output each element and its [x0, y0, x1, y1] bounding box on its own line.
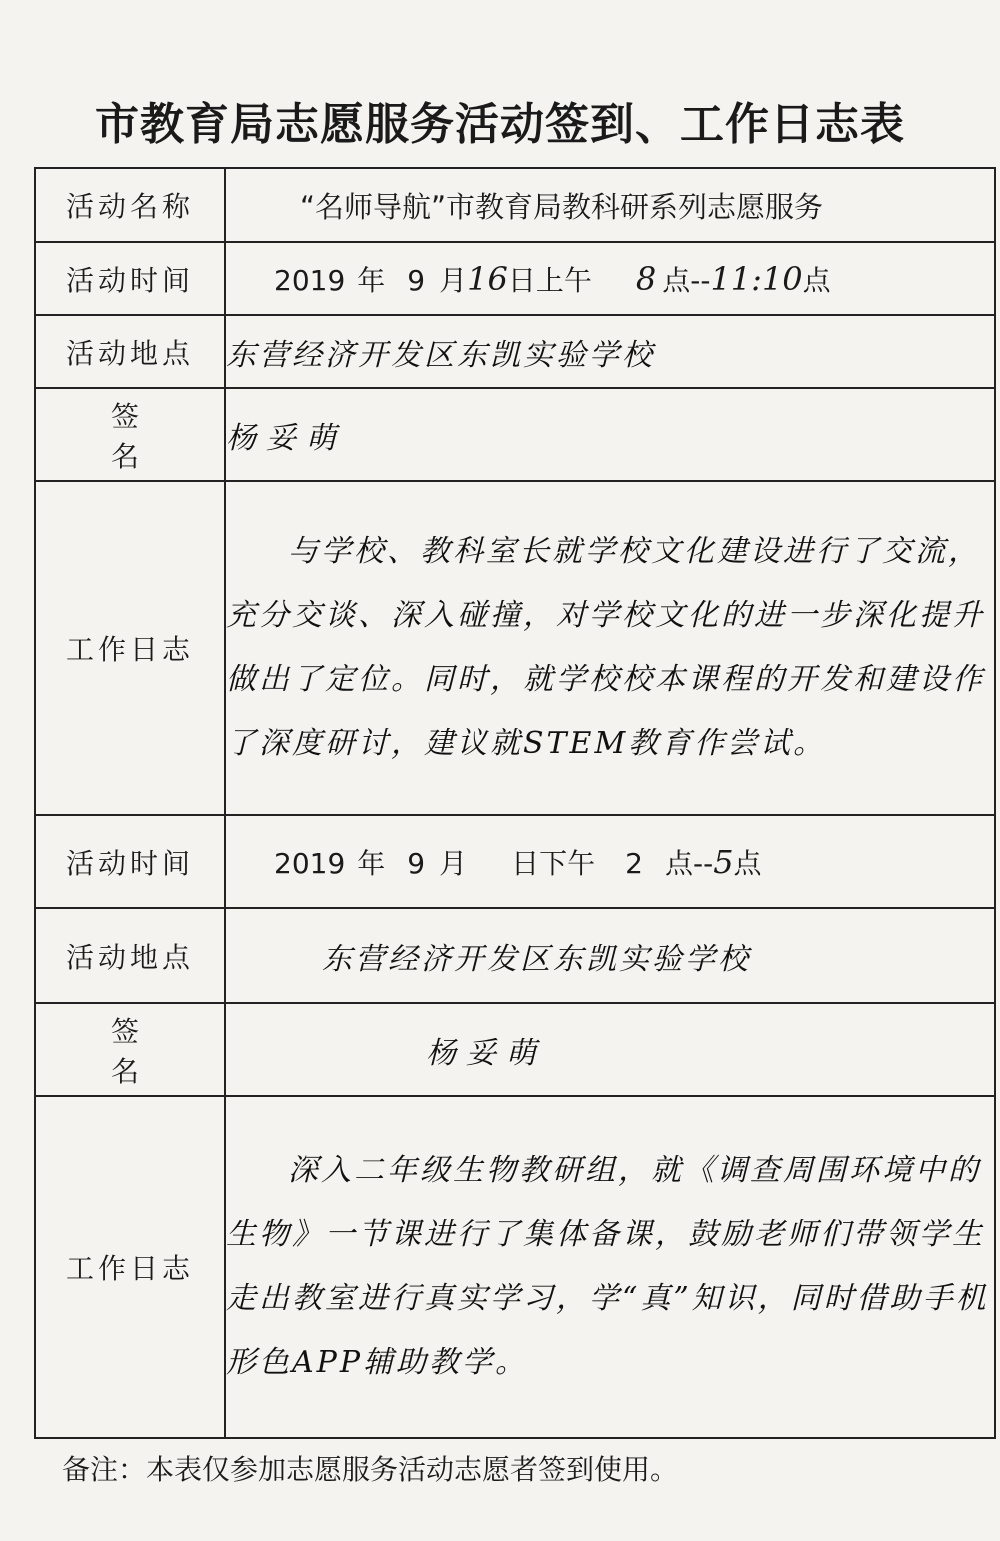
- session1-day-unit: 日上午: [507, 263, 592, 297]
- session2-start-hour: 2: [625, 846, 643, 880]
- signature-label-2: 签 名: [35, 1003, 225, 1096]
- session1-place-row: [35, 315, 995, 388]
- activity-time-label: 活动时间: [35, 242, 225, 315]
- session2-month-unit: 月: [439, 846, 468, 880]
- work-log-label-2: 工作日志: [35, 1096, 225, 1438]
- session2-log-row: [35, 1096, 995, 1438]
- page-title: 市教育局志愿服务活动签到、工作日志表: [95, 99, 905, 150]
- session1-end-unit: 点: [802, 263, 831, 297]
- session1-signature-value: 杨妥萌: [225, 388, 995, 481]
- session2-time-row: [35, 815, 995, 908]
- session1-year-unit: 年: [357, 263, 386, 297]
- session2-log-text: 深入二年级生物教研组，就《调查周围环境中的生物》一节课进行了集体备课，鼓励老师们带领学生走出教室进行真实学习，学“真”知识，同时借助手机形色APP辅助教学。: [225, 1096, 995, 1438]
- signature-label: 签 名: [35, 388, 225, 481]
- session2-signature-value: 杨妥萌: [225, 1003, 995, 1096]
- activity-name-row: [35, 168, 995, 242]
- session1-month-unit: 月: [439, 263, 468, 297]
- session1-day: 16: [467, 259, 508, 298]
- session2-day-unit: 日下午: [511, 846, 596, 880]
- session2-place-row: [35, 908, 995, 1003]
- session1-time-row: [35, 242, 995, 315]
- activity-place-label: 活动地点: [35, 315, 225, 388]
- session1-year: 2019: [274, 263, 346, 297]
- session1-time-value: [225, 242, 995, 315]
- session1-place-value: 东营经济开发区东凯实验学校: [225, 315, 995, 388]
- session2-signature-row: [35, 1003, 995, 1096]
- activity-place-label-2: 活动地点: [35, 908, 225, 1003]
- session2-mid-text: 点--: [664, 846, 714, 880]
- activity-name-value: “名师导航”市教育局教科研系列志愿服务: [225, 168, 995, 242]
- session2-end-unit: 点: [733, 846, 762, 880]
- session1-start-hour: 8: [635, 259, 657, 298]
- session2-month: 9: [407, 846, 426, 880]
- session2-time-value: [225, 815, 995, 908]
- session1-end-hour: 11:10: [710, 259, 803, 298]
- session1-month: 9: [407, 263, 426, 297]
- session2-year: 2019: [274, 846, 346, 880]
- activity-name-label: 活动名称: [35, 168, 225, 242]
- footnote: 备注：本表仅参加志愿服务活动志愿者签到使用。: [62, 1453, 679, 1486]
- session1-mid-text: 点--: [662, 263, 711, 297]
- work-log-label: 工作日志: [35, 481, 225, 815]
- sign-in-table: [34, 167, 996, 1439]
- session2-year-unit: 年: [357, 846, 386, 880]
- session1-log-text: 与学校、教科室长就学校文化建设进行了交流，充分交谈、深入碰撞，对学校文化的进一步深化提升做出了定位。同时，就学校校本课程的开发和建设作了深度研讨，建议就STEM教育作尝试。: [225, 481, 995, 815]
- session2-end-hour: 5: [713, 842, 734, 881]
- session1-signature-row: [35, 388, 995, 481]
- activity-time-label-2: 活动时间: [35, 815, 225, 908]
- session1-log-row: [35, 481, 995, 815]
- session2-place-value: 东营经济开发区东凯实验学校: [225, 908, 995, 1003]
